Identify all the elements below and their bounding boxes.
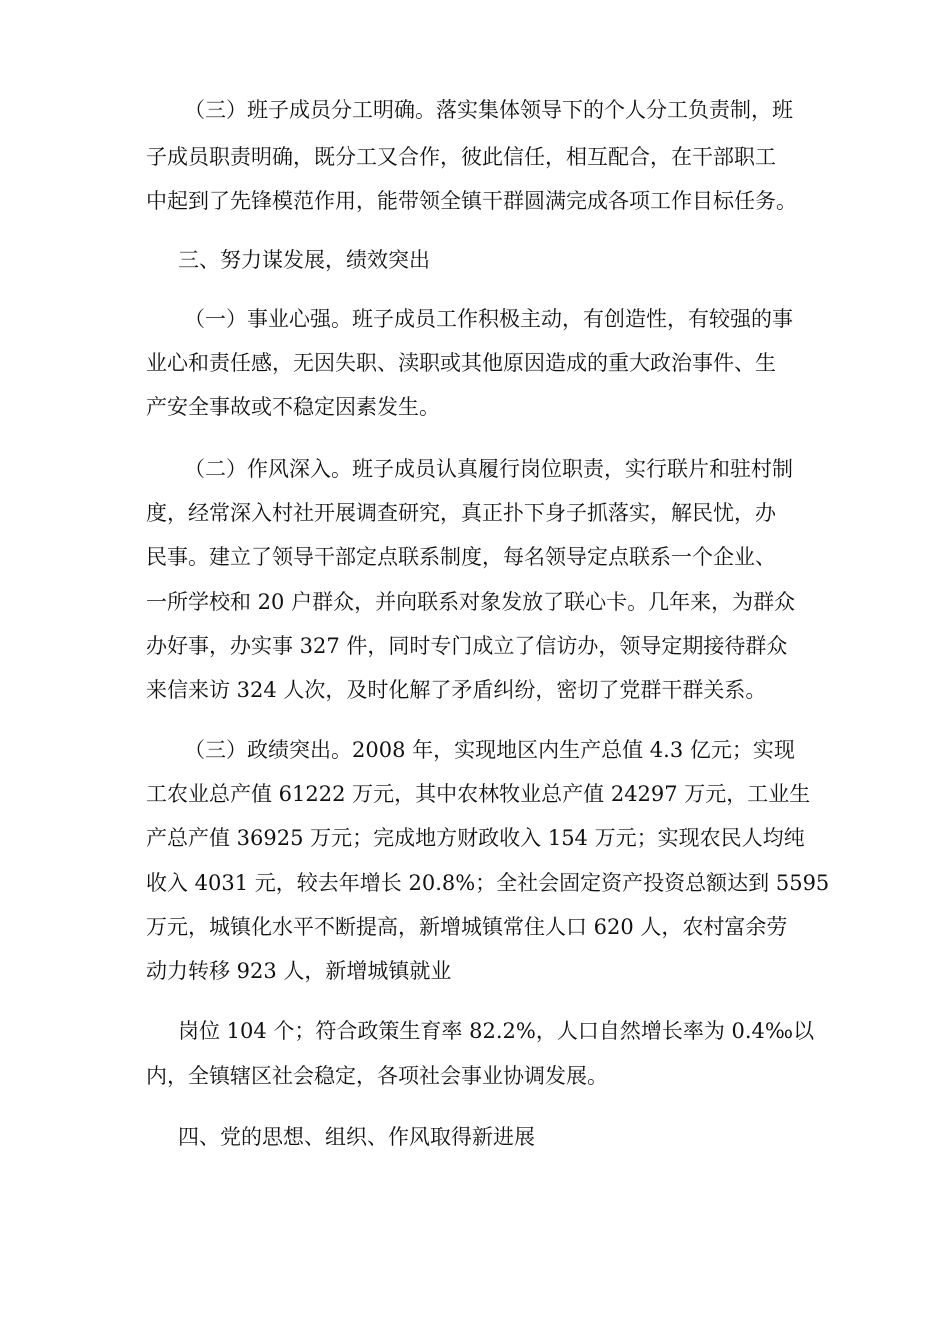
paragraph-3-line-3: 民事。建立了领导干部定点联系制度，每名领导定点联系一个企业、 xyxy=(146,545,776,569)
paragraph-2-line-3: 产安全事故或不稳定因素发生。 xyxy=(146,395,440,419)
section-heading-four: 四、党的思想、组织、作风取得新进展 xyxy=(178,1125,535,1149)
paragraph-2-line-1: （一）事业心强。班子成员工作积极主动，有创造性，有较强的事 xyxy=(184,307,793,331)
paragraph-3-line-4: 一所学校和 20 户群众，并向联系对象发放了联心卡。几年来，为群众 xyxy=(146,590,796,614)
paragraph-1-line-2: 子成员职责明确，既分工又合作，彼此信任，相互配合，在干部职工 xyxy=(146,145,776,169)
paragraph-4-line-6: 动力转移 923 人，新增城镇就业 xyxy=(146,959,452,983)
paragraph-4-line-5: 万元，城镇化水平不断提高，新增城镇常住人口 620 人，农村富余劳 xyxy=(146,915,788,939)
paragraph-4-line-1: （三）政绩突出。2008 年，实现地区内生产总值 4.3 亿元；实现 xyxy=(184,738,795,762)
paragraph-2-line-2: 业心和责任感，无因失职、渎职或其他原因造成的重大政治事件、生 xyxy=(146,351,776,375)
paragraph-4-line-2: 工农业总产值 61222 万元，其中农林牧业总产值 24297 万元，工业生 xyxy=(146,782,811,806)
paragraph-5-line-1: 岗位 104 个；符合政策生育率 82.2%，人口自然增长率为 0.4‰以 xyxy=(178,1019,815,1043)
paragraph-1-line-1: （三）班子成员分工明确。落实集体领导下的个人分工负责制，班 xyxy=(184,98,793,122)
paragraph-3-line-2: 度，经常深入村社开展调查研究，真正扑下身子抓落实，解民忧，办 xyxy=(146,501,776,525)
paragraph-4-line-4: 收入 4031 元，较去年增长 20.8%；全社会固定资产投资总额达到 5595 xyxy=(146,871,830,895)
paragraph-4-line-3: 产总产值 36925 万元；完成地方财政收入 154 万元；实现农民人均纯 xyxy=(146,826,805,850)
paragraph-1-line-3: 中起到了先锋模范作用，能带领全镇干群圆满完成各项工作目标任务。 xyxy=(146,189,797,213)
paragraph-3-line-5: 办好事，办实事 327 件，同时专门成立了信访办，领导定期接待群众 xyxy=(146,634,788,658)
paragraph-3-line-1: （二）作风深入。班子成员认真履行岗位职责，实行联片和驻村制 xyxy=(184,457,793,481)
paragraph-3-line-6: 来信来访 324 人次，及时化解了矛盾纠纷，密切了党群干群关系。 xyxy=(146,678,767,702)
paragraph-5-line-2: 内，全镇辖区社会稳定，各项社会事业协调发展。 xyxy=(146,1064,608,1088)
section-heading-three: 三、努力谋发展，绩效突出 xyxy=(178,248,430,272)
